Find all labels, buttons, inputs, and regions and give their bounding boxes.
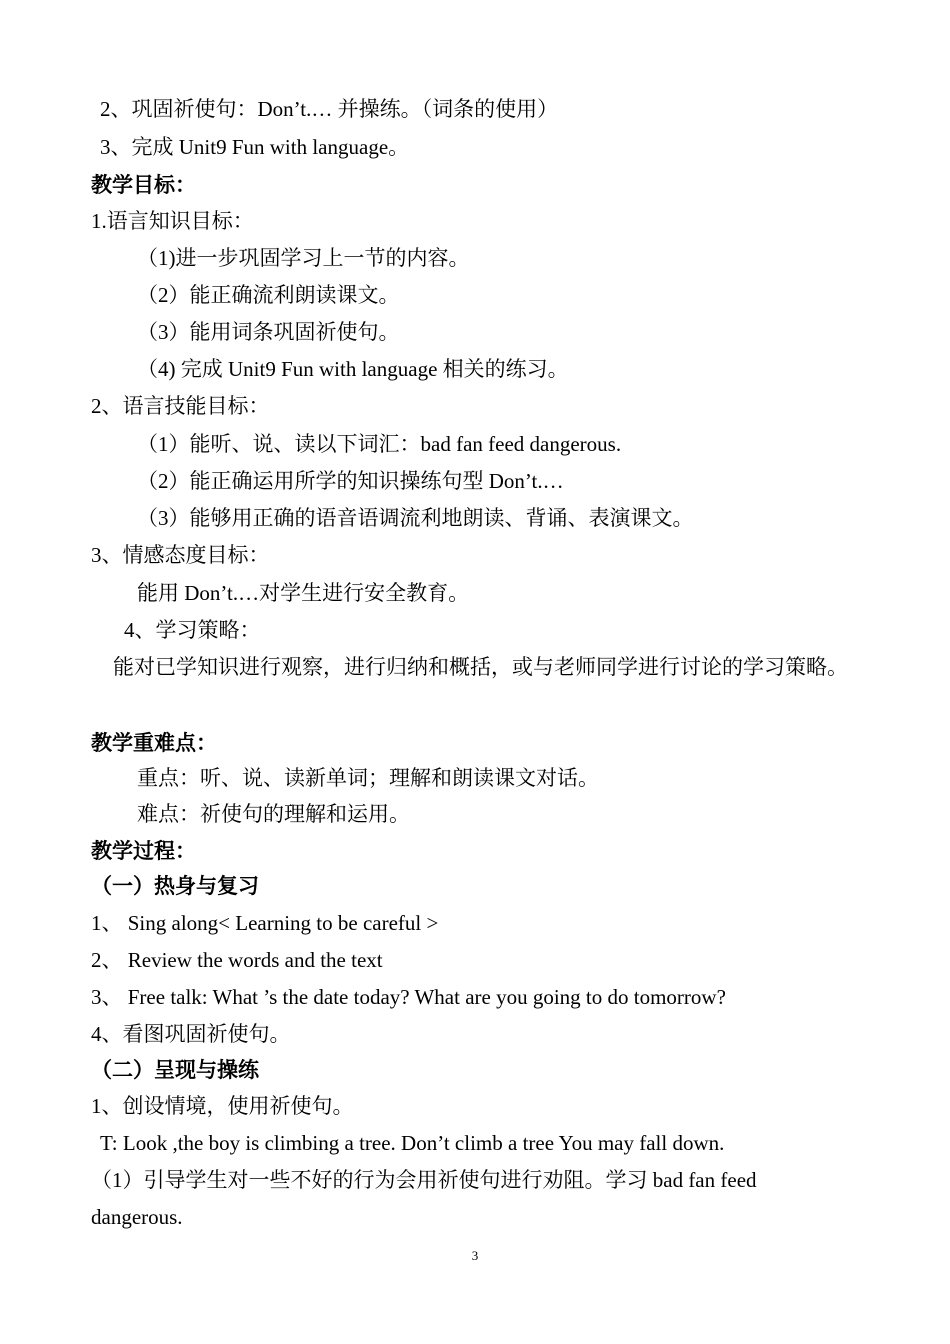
section-heading: 教学目标： — [91, 173, 196, 197]
text-line: （2）能正确运用所学的知识操练句型 Don’t.… — [137, 469, 564, 493]
subsection-heading: 2、语言技能目标： — [91, 394, 270, 418]
section-heading: 教学重难点： — [91, 731, 217, 755]
text-line: 4、看图巩固祈使句。 — [91, 1022, 291, 1046]
text-line: 能用 Don’t.…对学生进行安全教育。 — [137, 581, 470, 605]
text-line: （4) 完成 Unit9 Fun with language 相关的练习。 — [137, 357, 569, 381]
subsection-heading: 3、情感态度目标： — [91, 543, 270, 567]
text-line: （1)进一步巩固学习上一节的内容。 — [137, 246, 470, 270]
page-number: 3 — [471, 1248, 479, 1263]
text-line: 重点：听、说、读新单词；理解和朗读课文对话。 — [137, 766, 599, 790]
text-line: （1）能听、说、读以下词汇：bad fan feed dangerous. — [137, 432, 622, 456]
text-line: （1）引导学生对一些不好的行为会用祈使句进行劝阻。学习 bad fan feed — [91, 1168, 757, 1192]
text-line: dangerous. — [91, 1205, 183, 1229]
subsection-heading: 4、学习策略： — [124, 618, 261, 642]
text-line: 3、完成 Unit9 Fun with language。 — [100, 135, 410, 159]
subsection-heading: 1.语言知识目标： — [91, 209, 254, 233]
text-line: T: Look ,the boy is climbing a tree. Don’t climb a tree You may fall down. — [100, 1131, 725, 1155]
text-line: 2、 Review the words and the text — [91, 948, 383, 972]
text-line: （2）能正确流利朗读课文。 — [137, 283, 400, 307]
text-line: 能对已学知识进行观察，进行归纳和概括，或与老师同学进行讨论的学习策略。 — [113, 655, 848, 679]
section-heading: 教学过程： — [91, 839, 196, 863]
section-heading: （一）热身与复习 — [91, 874, 259, 898]
text-line: 1、 Sing along< Learning to be careful > — [91, 911, 439, 935]
text-line: （3）能用词条巩固祈使句。 — [137, 320, 400, 344]
section-heading: （二）呈现与操练 — [91, 1058, 259, 1082]
text-line: 1、创设情境，使用祈使句。 — [91, 1094, 354, 1118]
text-line: （3）能够用正确的语音语调流利地朗读、背诵、表演课文。 — [137, 506, 694, 530]
text-line: 难点：祈使句的理解和运用。 — [137, 802, 410, 826]
text-line: 2、巩固祈使句：Don’t.… 并操练。（词条的使用） — [100, 97, 559, 121]
text-line: 3、 Free talk: What ’s the date today? What are you going to do tomorrow? — [91, 985, 726, 1009]
